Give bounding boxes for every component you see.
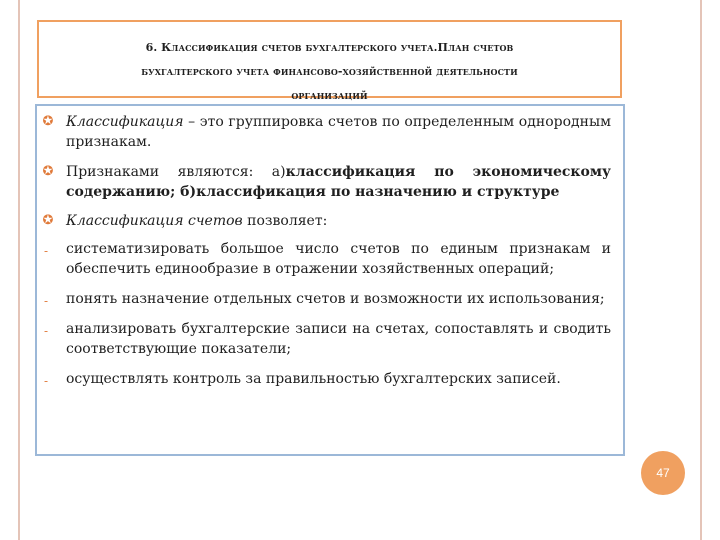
dash-bullet-icon: -: [43, 244, 49, 258]
term-classification-of-accounts: Классификация счетов: [66, 213, 243, 229]
right-decorative-rule: [700, 0, 702, 540]
slide-title: [39, 36, 620, 108]
list-item-control: [37, 369, 623, 389]
list-item-criteria: [37, 162, 623, 202]
slide-title-box: [37, 20, 622, 102]
bullet-list: [37, 112, 623, 389]
slide-number: 47: [656, 466, 670, 480]
definition-text: – это группировка счетов по определенным однородным признакам.: [66, 114, 611, 150]
list-item-systematize: [37, 239, 623, 279]
criteria-lead: Признаками являются: а): [66, 164, 286, 180]
list-item-allows: [37, 211, 623, 231]
list-item-definition: [37, 112, 623, 152]
understand-text: понять назначение отдельных счетов и возможности их использования;: [66, 291, 605, 307]
ornament-bullet-icon: ✪: [42, 213, 54, 228]
left-decorative-rule: [18, 0, 20, 540]
dash-bullet-icon: -: [43, 374, 49, 388]
title-line-3: организаций: [291, 89, 368, 102]
ornament-bullet-icon: ✪: [42, 114, 54, 129]
ornament-bullet-icon: ✪: [42, 164, 54, 179]
list-item-analyze: [37, 319, 623, 359]
slide-number-badge: [641, 451, 685, 495]
title-line-2: бухгалтерского учета финансово-хозяйственной деятельности: [141, 65, 518, 78]
analyze-text: анализировать бухгалтерские записи на счетах, сопоставлять и сводить соответствующие показатели;: [66, 321, 611, 357]
control-text: осуществлять контроль за правильностью бухгалтерских записей.: [66, 371, 561, 387]
systematize-text: систематизировать большое число счетов по единым признакам и обеспечить единообразие в отражении хозяйственных операций;: [66, 241, 611, 277]
dash-bullet-icon: -: [43, 294, 49, 308]
term-classification: Классификация: [66, 114, 184, 130]
dash-bullet-icon: -: [43, 324, 49, 338]
content-box: [35, 104, 625, 456]
title-line-1: 6. Классификация счетов бухгалтерского учета.План счетов: [145, 41, 514, 54]
allows-text: позволяет:: [242, 213, 328, 229]
list-item-understand: [37, 289, 623, 309]
criteria-bold-text: классификация по экономическому содержанию; б)классификация по назначению и структуре: [66, 164, 612, 200]
